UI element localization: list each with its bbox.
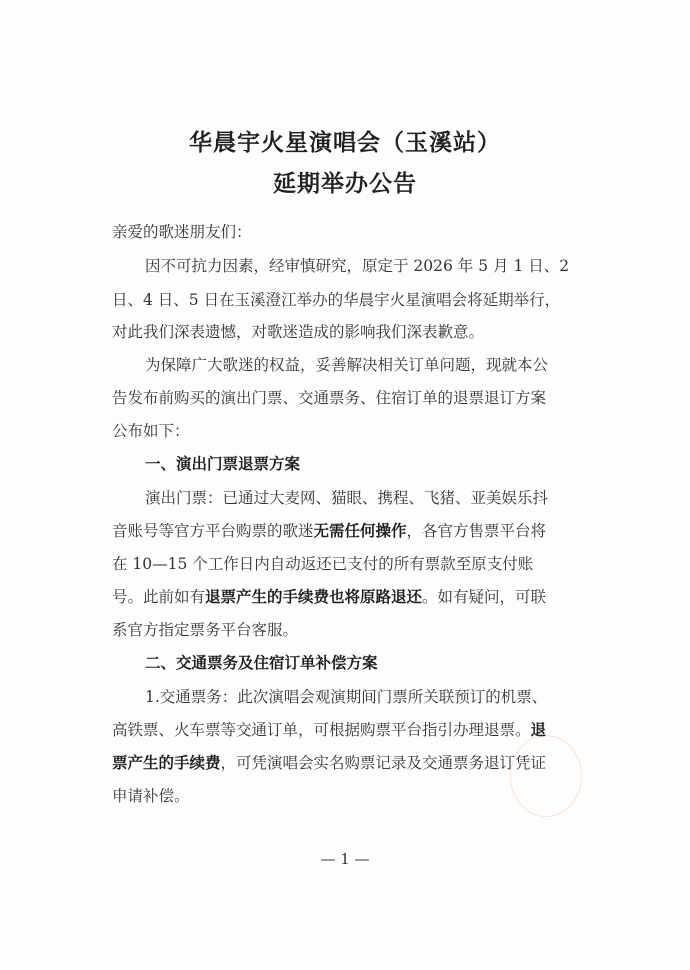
paragraph-2-line: 为保障广大歌迷的权益，妥善解决相关订单问题，现就本公 [145, 356, 549, 374]
paragraph-1-line: 日、4 日、5 日在玉溪澄江举办的华晨宇火星演唱会将延期举行， [112, 291, 561, 309]
title-line-2: 延期举办公告 [273, 170, 417, 197]
text-run: 高铁票、火车票等交通订单，可根据购票平台指引办理退票。 [112, 721, 531, 739]
text-run: 。如有疑问，可联 [422, 588, 547, 606]
text-run: ，各官方售票平台将 [406, 522, 547, 540]
bold-text: 退票产生的手续费也将原路退还 [205, 587, 423, 606]
paragraph-3-line: 系官方指定票务平台客服。 [112, 621, 299, 639]
greeting: 亲爱的歌迷朋友们： [112, 223, 252, 241]
section-heading-2: 二、交通票务及住宿订单补偿方案 [145, 653, 378, 672]
paragraph-2-line: 告发布前购买的演出门票、交通票务、住宿订单的退票退订方案 [112, 389, 547, 407]
paragraph-4-line [112, 720, 582, 740]
bold-text: 退 [530, 720, 547, 739]
paragraph-1-line: 对此我们深表遗憾，对歌迷造成的影响我们深表歉意。 [112, 323, 485, 341]
paragraph-3-line: 在 10—15 个工作日内自动返还已支付的所有票款至原支付账 [112, 555, 534, 573]
section-heading-1: 一、演出门票退票方案 [145, 454, 301, 473]
text-run: ，可凭演唱会实名购票记录及交通票务退订凭证 [220, 754, 547, 772]
text-run: 音账号等官方平台购票的歌迷 [112, 522, 314, 540]
paragraph-4-line: 1.交通票务：此次演唱会观演期间门票所关联预订的机票、 [145, 688, 548, 706]
title-line-1: 华晨宇火星演唱会（玉溪站） [189, 129, 501, 156]
paragraph-3-line [112, 587, 582, 607]
bold-text: 票产生的手续费 [112, 753, 221, 772]
bold-text: 无需任何操作 [313, 521, 407, 540]
page-number: — 1 — [320, 850, 370, 868]
paragraph-1-line: 因不可抗力因素，经审慎研究，原定于 2026 年 5 月 1 日、2 [145, 257, 570, 275]
paragraph-3-line [112, 521, 582, 541]
paragraph-2-line: 公布如下： [112, 422, 190, 440]
faint-stamp-mark [510, 735, 582, 817]
paragraph-4-line: 申请补偿。 [112, 787, 190, 805]
text-run: 号。此前如有 [112, 588, 206, 606]
paragraph-3-line: 演出门票：已通过大麦网、猫眼、携程、飞猪、亚美娱乐抖 [145, 489, 549, 507]
